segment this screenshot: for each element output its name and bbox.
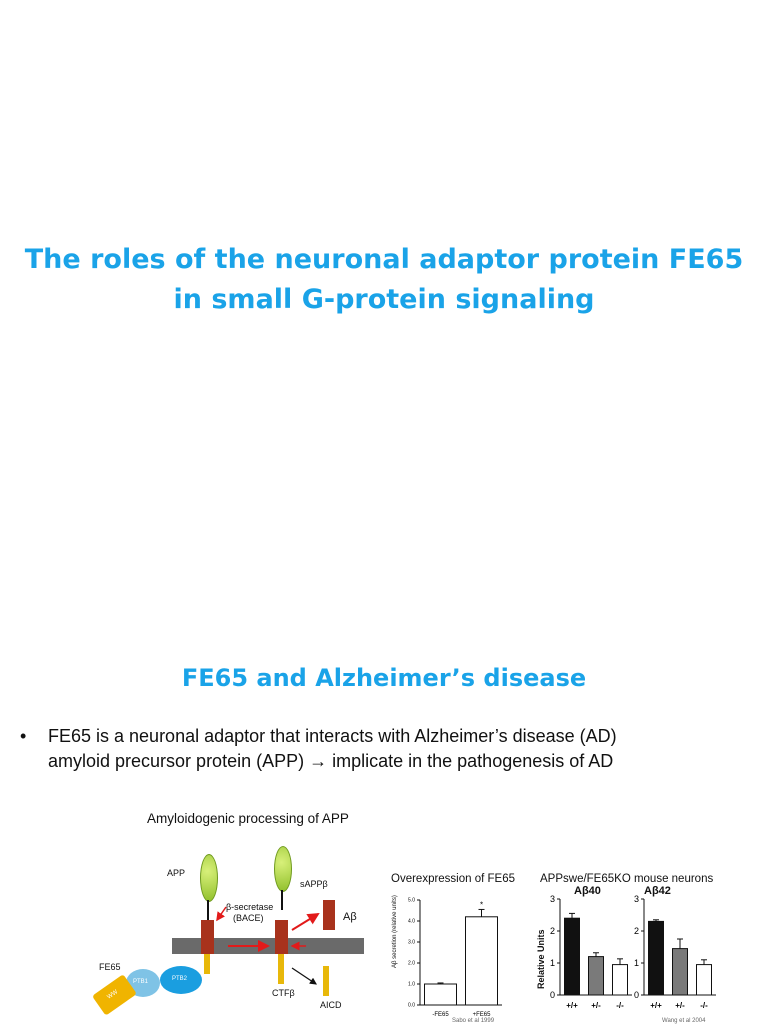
chart2-caption: APPswe/FE65KO mouse neurons	[540, 873, 714, 885]
label-aicd: AICD	[320, 1000, 342, 1010]
y-tick-label: 2	[633, 926, 639, 936]
bar	[466, 917, 498, 1005]
chart2-ylabel: Relative Units	[536, 929, 546, 989]
category-label: +/+	[650, 1001, 662, 1010]
category-label: +FE65	[472, 1012, 491, 1018]
label-bace: (BACE)	[233, 913, 264, 923]
chart1-ylabel: Aβ secretion (relative units)	[392, 895, 398, 968]
y-tick-label: 3	[549, 894, 555, 904]
label-bsecretase: β-secretase	[226, 902, 274, 912]
y-tick-label: 4.0	[408, 918, 415, 925]
category-label: -FE65	[432, 1012, 449, 1018]
title-line-2: in small G-protein signaling	[173, 284, 595, 315]
title-line-1: The roles of the neuronal adaptor protein FE65	[24, 244, 744, 275]
bar	[673, 949, 688, 995]
y-tick-label: 0	[633, 990, 639, 1000]
bar	[697, 965, 712, 995]
chart2-panel2-title: Aβ42	[644, 885, 671, 897]
chart1-source: Sabo et al 1999	[452, 1018, 495, 1024]
chart2-panel1-svg	[548, 895, 638, 1015]
chart2-panel2-svg	[632, 895, 722, 1015]
bullet-line-2: amyloid precursor protein (APP) → implicate in the pathogenesis of AD	[48, 751, 614, 771]
bar	[565, 918, 580, 995]
ptb1-label: PTB1	[133, 979, 149, 985]
diagram-caption: Amyloidogenic processing of APP	[147, 811, 349, 826]
ptb2-label: PTB2	[172, 976, 188, 982]
label-app: APP	[167, 868, 186, 878]
category-label: -/-	[700, 1001, 708, 1010]
label-ctfb: CTFβ	[272, 988, 295, 998]
y-tick-label: 3	[633, 894, 639, 904]
chart1-caption: Overexpression of FE65	[391, 873, 516, 885]
bsecretase-arrow	[217, 907, 226, 920]
y-tick-label: 2.0	[408, 960, 415, 967]
bullet-line-1: • FE65 is a neuronal adaptor that interacts with Alzheimer’s disease (AD)	[48, 726, 617, 746]
y-tick-label: 3.0	[408, 939, 415, 946]
bar	[649, 921, 664, 995]
y-tick-label: 1.0	[408, 981, 415, 988]
slide-heading: FE65 and Alzheimer’s disease	[181, 664, 587, 692]
bar	[589, 957, 604, 995]
significance-mark: *	[479, 900, 484, 910]
label-sappb: sAPPβ	[300, 879, 328, 889]
category-label: -/-	[616, 1001, 624, 1010]
chart2-panel1-title: Aβ40	[574, 885, 601, 897]
y-tick-label: 0	[549, 990, 555, 1000]
bar	[613, 965, 628, 995]
category-label: +/+	[566, 1001, 578, 1010]
y-tick-label: 5.0	[408, 897, 415, 904]
y-tick-label: 0.0	[408, 1002, 415, 1009]
aicd-arrow	[292, 968, 316, 984]
category-label: +/-	[675, 1001, 685, 1010]
chart2-source: Wang et al 2004	[662, 1018, 706, 1024]
ww-label: WW	[106, 989, 120, 1001]
y-tick-label: 1	[633, 958, 639, 968]
chart1-svg	[398, 890, 508, 1020]
label-fe65: FE65	[99, 962, 121, 972]
y-tick-label: 2	[549, 926, 555, 936]
label-abeta: Aβ	[343, 911, 357, 923]
abeta-release-arrow	[292, 914, 318, 930]
category-label: +/-	[591, 1001, 601, 1010]
bar	[425, 984, 457, 1005]
y-tick-label: 1	[549, 958, 555, 968]
